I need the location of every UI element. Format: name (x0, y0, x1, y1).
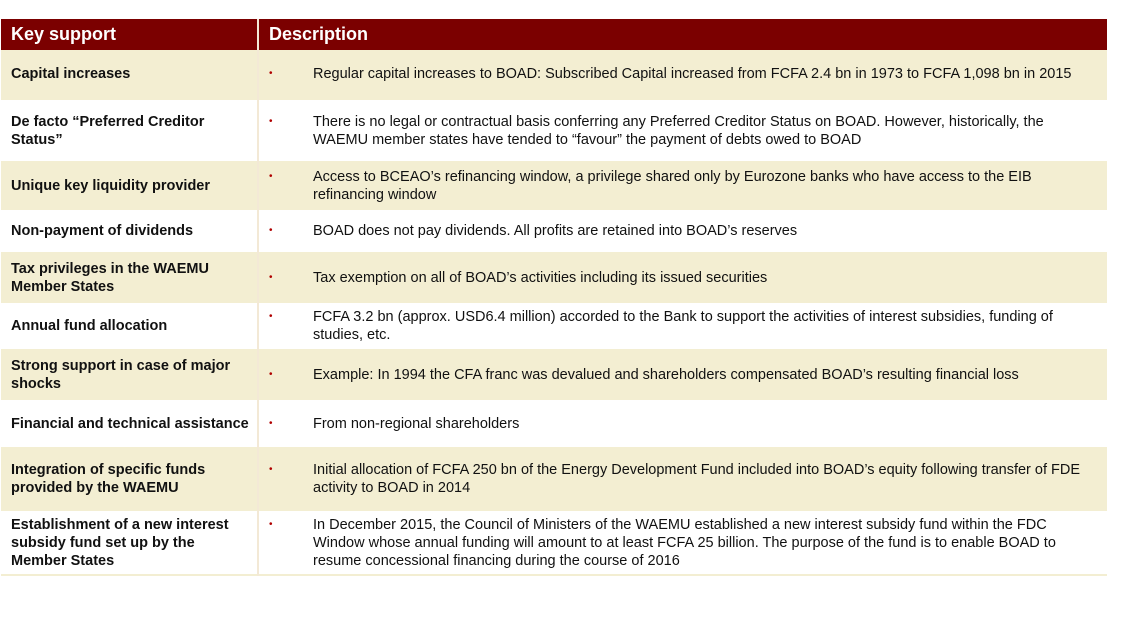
description-cell (258, 510, 1107, 575)
description-cell (258, 162, 1107, 209)
table-row (1, 448, 1107, 510)
key-support-cell: Unique key liquidity provider (1, 162, 258, 209)
bullet-icon: • (269, 271, 273, 283)
description-cell (258, 302, 1107, 350)
key-support-cell: Capital increases (1, 50, 258, 99)
description-text: In December 2015, the Council of Ministers of the WAEMU established a new interest subsidy fund within the FDC Window whose annual funding will amount to at least FCFA 25 billion. The purpose of the fund is to enable BOAD to resume concessional financing during the course of 2016 (313, 516, 1056, 569)
table-row (1, 209, 1107, 253)
header-description: Description (258, 19, 1107, 50)
key-support-cell: Establishment of a new interest subsidy fund set up by the Member States (1, 510, 258, 575)
description-text: There is no legal or contractual basis conferring any Preferred Creditor Status on BOAD. However, historically, the WAEMU member states have tended to “favour” the payment of debts owed to BOAD (313, 113, 1044, 148)
description-cell (258, 350, 1107, 399)
description-text: Initial allocation of FCFA 250 bn of the Energy Development Fund included into BOAD’s equity following transfer of FDE activity to BOAD in 2014 (313, 462, 1081, 496)
bullet-icon: • (269, 464, 273, 475)
key-support-cell: De facto “Preferred Creditor Status” (1, 99, 258, 162)
table-row (1, 162, 1107, 209)
description-text: Example: In 1994 the CFA franc was devalued and shareholders compensated BOAD’s resulting financial loss (313, 366, 1019, 383)
key-support-cell: Financial and technical assistance (1, 399, 258, 448)
table-row (1, 50, 1107, 99)
table-row (1, 510, 1107, 575)
description-text: From non-regional shareholders (313, 415, 520, 432)
table-body (1, 50, 1107, 575)
key-support-cell: Tax privileges in the WAEMU Member States (1, 253, 258, 302)
description-cell (258, 99, 1107, 162)
key-support-cell: Annual fund allocation (1, 302, 258, 350)
description-cell (258, 253, 1107, 302)
description-cell (258, 448, 1107, 510)
description-text: Tax exemption on all of BOAD’s activities including its issued securities (313, 269, 768, 286)
bullet-icon: • (269, 417, 273, 429)
bullet-icon: • (269, 68, 273, 79)
key-support-table (1, 19, 1107, 576)
key-support-cell: Non-payment of dividends (1, 209, 258, 253)
bullet-icon: • (269, 115, 273, 127)
description-cell (258, 209, 1107, 253)
description-cell (258, 399, 1107, 448)
description-text: Regular capital increases to BOAD: Subscribed Capital increased from FCFA 2.4 bn in 1973 to FCFA 1,098 bn in 2015 (313, 66, 1072, 82)
bullet-icon: • (269, 170, 273, 182)
key-support-cell: Strong support in case of major shocks (1, 350, 258, 399)
table-row (1, 99, 1107, 162)
key-support-cell: Integration of specific funds provided by the WAEMU (1, 448, 258, 510)
description-text: Access to BCEAO’s refinancing window, a privilege shared only by Eurozone banks who have access to the EIB refinancing window (313, 168, 1032, 203)
header-key-support: Key support (1, 19, 258, 50)
table-row (1, 350, 1107, 399)
table-row (1, 399, 1107, 448)
bullet-icon: • (269, 368, 273, 380)
description-text: BOAD does not pay dividends. All profits are retained into BOAD’s reserves (313, 223, 798, 239)
table-row (1, 302, 1107, 350)
bullet-icon: • (269, 518, 273, 530)
description-text: FCFA 3.2 bn (approx. USD6.4 million) accorded to the Bank to support the activities of interest subsidies, funding of studies, etc. (313, 309, 1053, 343)
table-row (1, 253, 1107, 302)
description-cell (258, 50, 1107, 99)
bullet-icon: • (269, 311, 273, 322)
table-header (1, 19, 1107, 50)
bullet-icon: • (269, 225, 273, 236)
